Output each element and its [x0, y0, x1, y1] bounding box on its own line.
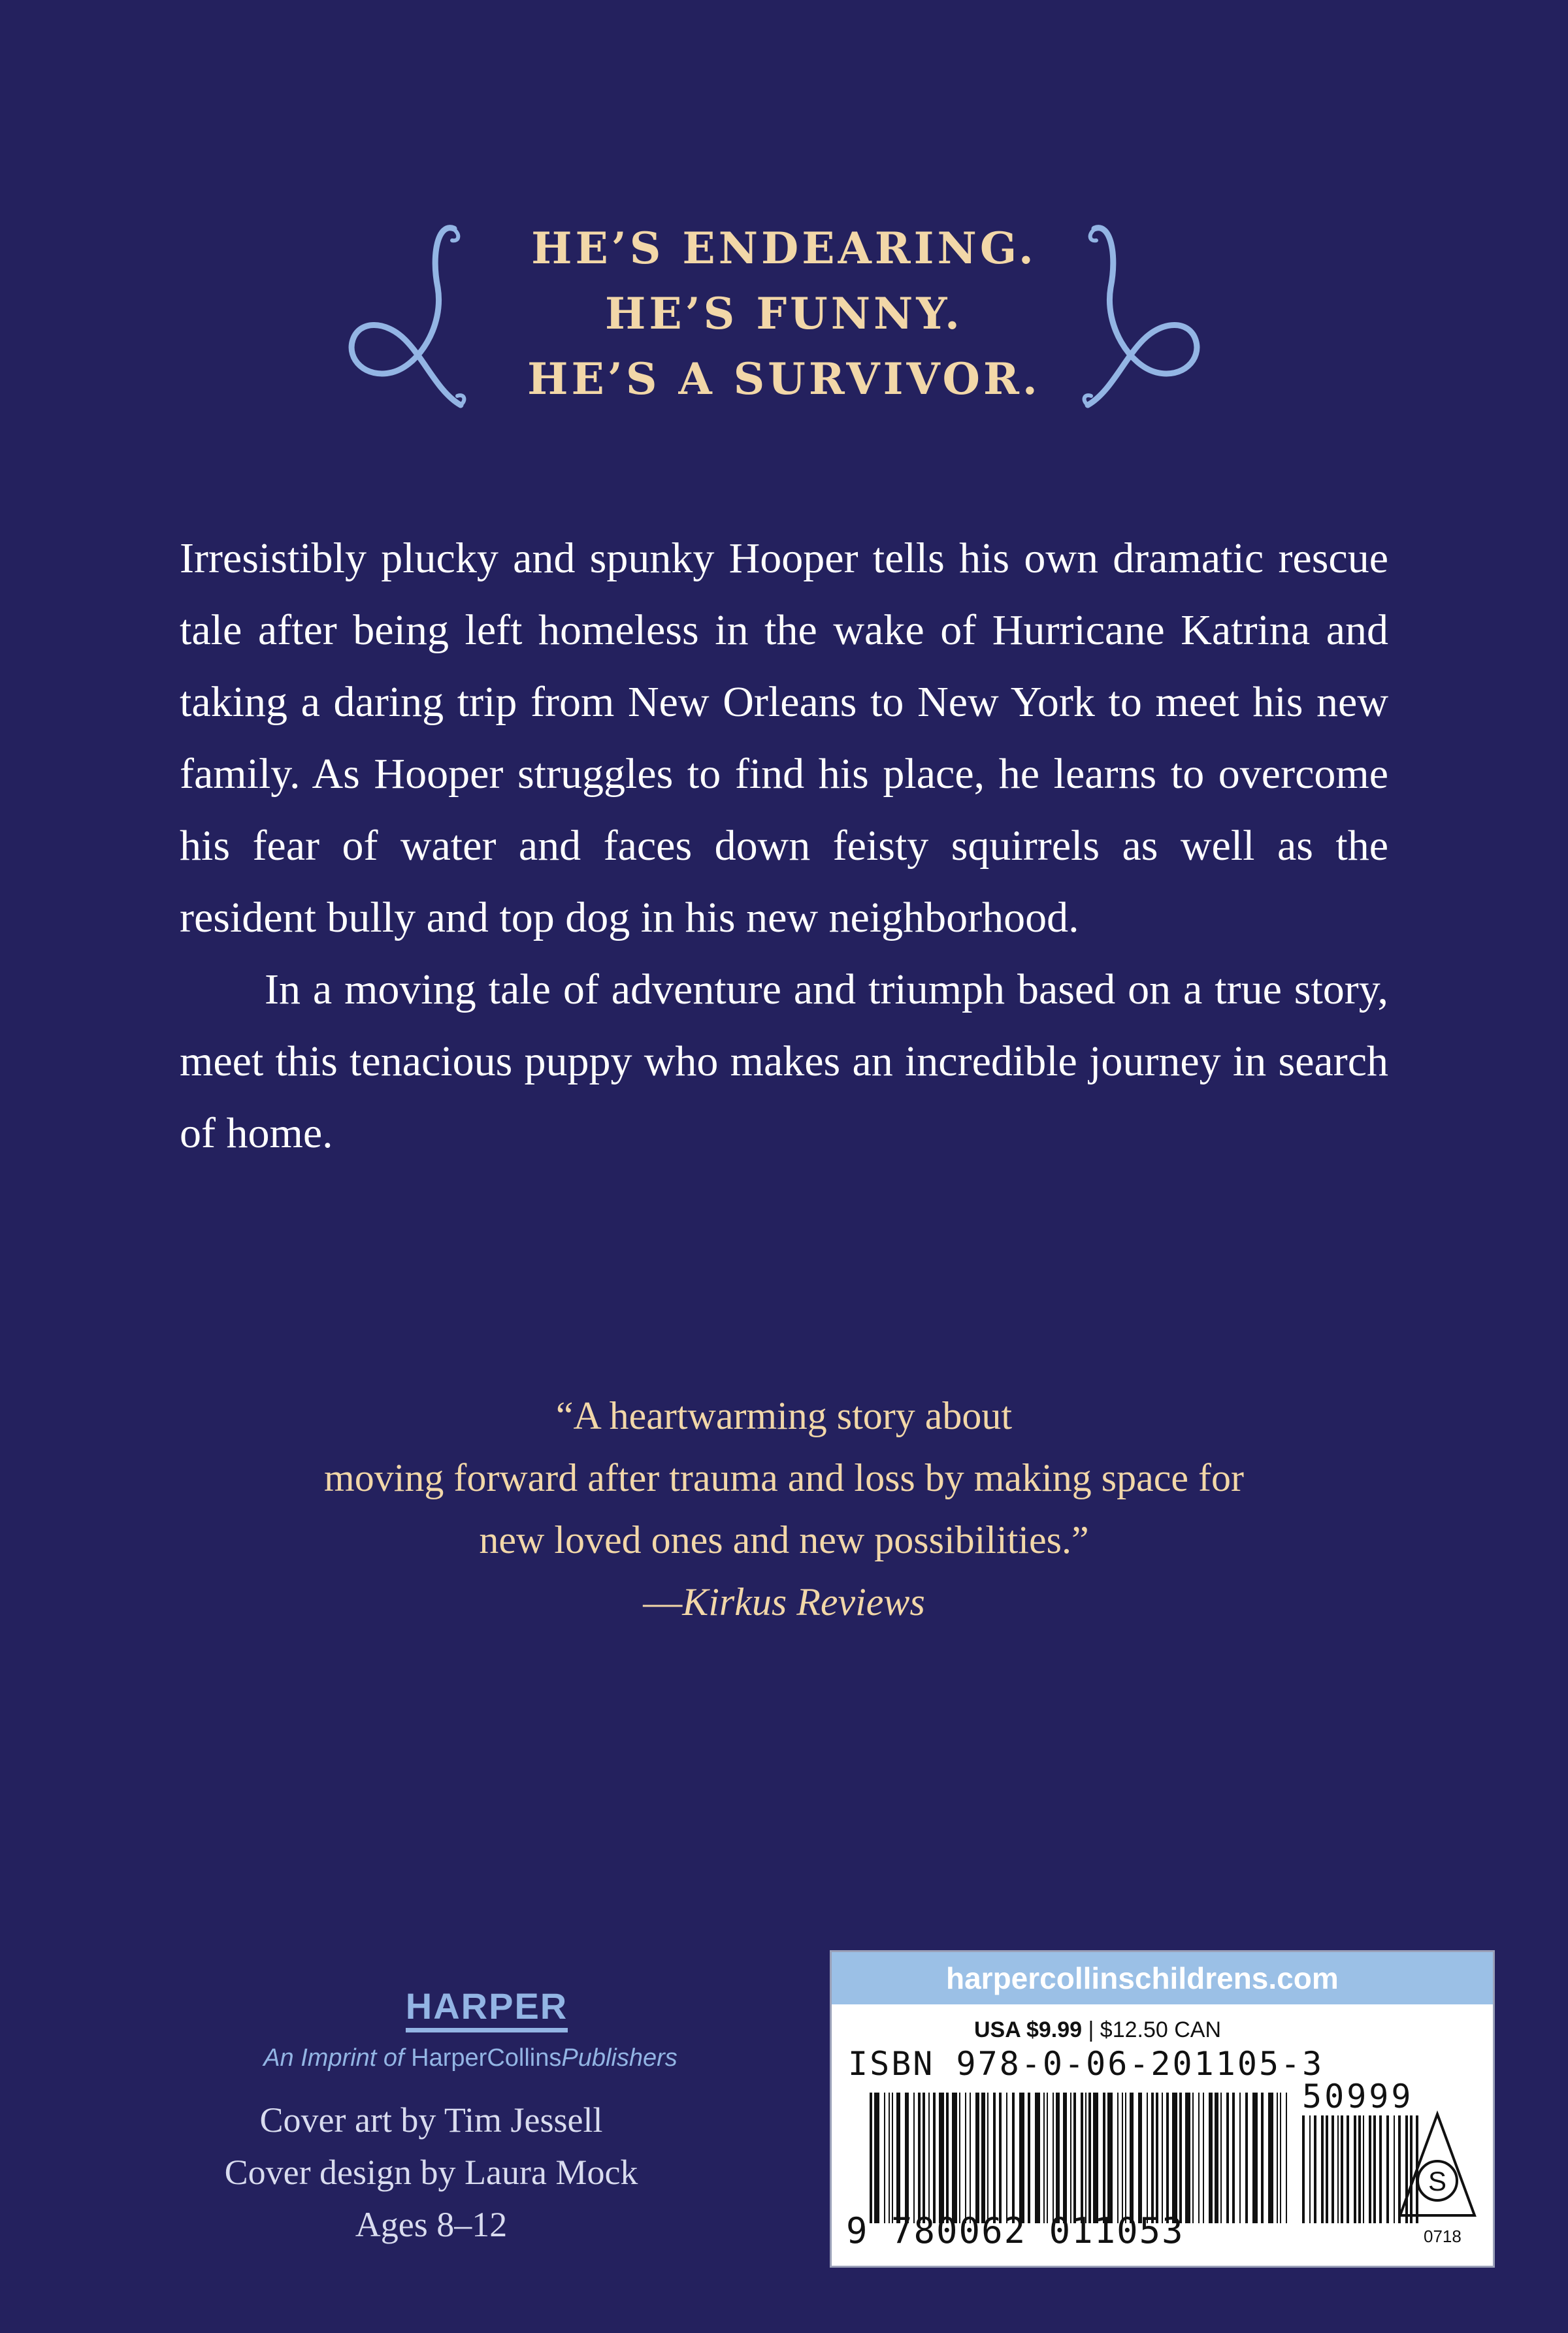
- barcode-bar: [1085, 2093, 1086, 2223]
- barcode-bar: [913, 2093, 915, 2223]
- website-url: harpercollinschildrens.com: [832, 1952, 1493, 2004]
- harper-logo: HARPER: [406, 1986, 568, 2032]
- barcode-bar: [905, 2093, 909, 2223]
- quote-line: “A heartwarming story about: [555, 1394, 1013, 1437]
- barcode-bar: [1147, 2093, 1148, 2223]
- barcode-bar: [1138, 2093, 1142, 2223]
- barcode-bar: [1019, 2093, 1024, 2223]
- barcode-bar: [1331, 2115, 1334, 2223]
- barcode-bar: [1081, 2093, 1083, 2223]
- barcode-bar: [1347, 2115, 1349, 2223]
- imprint-publisher-suffix: Publishers: [561, 2044, 678, 2072]
- barcode-bar: [889, 2093, 890, 2223]
- barcode-bar: [1363, 2115, 1364, 2223]
- barcode-bar: [1130, 2093, 1134, 2223]
- isbn-number: ISBN 978-0-06-201105-3: [848, 2045, 1324, 2083]
- tagline-line: HE’S ENDEARING.: [531, 223, 1037, 274]
- barcode-bar: [1277, 2093, 1278, 2223]
- tagline-line: HE’S FUNNY.: [605, 288, 963, 339]
- barcode-bar: [1125, 2093, 1126, 2223]
- barcode-bar: [918, 2093, 921, 2223]
- barcode-bar: [884, 2093, 885, 2223]
- triangle-letter: S: [1428, 2166, 1447, 2196]
- barcode-bar: [1358, 2115, 1361, 2223]
- barcode-bar: [1379, 2115, 1382, 2223]
- quote-line: moving forward after trauma and loss by making space for: [324, 1456, 1244, 1499]
- barcode-bar: [1166, 2093, 1169, 2223]
- barcode-bar: [1043, 2093, 1045, 2223]
- barcode-bar: [1012, 2093, 1015, 2223]
- barcode-bar: [1073, 2093, 1076, 2223]
- ean-digits: 9 780062 011053: [846, 2210, 1184, 2251]
- barcode-bar: [1179, 2093, 1182, 2223]
- tagline: [497, 216, 1071, 412]
- barcode-bar: [1286, 2093, 1287, 2223]
- barcode-bar: [1006, 2093, 1007, 2223]
- barcode-bar: [1252, 2093, 1258, 2223]
- cover-art-credit: Cover art by Tim Jessell: [259, 2100, 603, 2140]
- barcode-bar: [1369, 2115, 1371, 2223]
- barcode-bar: [1198, 2093, 1200, 2223]
- barcode-bar: [1220, 2093, 1222, 2223]
- flourish-left-icon: [340, 216, 470, 412]
- barcode-bar: [965, 2093, 966, 2223]
- barcode-bar: [1226, 2093, 1229, 2223]
- barcode-bar: [1209, 2093, 1213, 2223]
- barcode-bar: [874, 2093, 879, 2223]
- barcode-bar: [1156, 2093, 1158, 2223]
- barcode-bar: [981, 2093, 985, 2223]
- tagline-line: HE’S A SURVIVOR.: [527, 353, 1041, 404]
- price-separator: |: [1082, 2017, 1100, 2042]
- barcode-bar: [1386, 2115, 1389, 2223]
- imprint-prefix: An Imprint of: [263, 2044, 412, 2072]
- barcode-bar: [1314, 2115, 1316, 2223]
- imprint-line: [248, 2044, 693, 2072]
- barcode-bar: [1053, 2093, 1054, 2223]
- description-paragraph: Irresistibly plucky and spunky Hooper tells his own dramatic rescue tale after being left homeless in the wake of Hurricane Katrina and taking a daring trip from New Orleans to New York to meet his new family. As Hooper struggles to find his place, he learns to overcome his fear of water and faces down feisty squirrels as well as the resident bully and top dog in his new neighborhood.: [180, 534, 1388, 941]
- barcode-bar: [1321, 2115, 1324, 2223]
- barcode-bar: [1107, 2093, 1113, 2223]
- barcode-bar: [1354, 2115, 1356, 2223]
- barcode-bar: [1056, 2093, 1060, 2223]
- barcode-bar: [975, 2093, 979, 2223]
- barcode-bar: [1373, 2115, 1376, 2223]
- barcode-bar: [1070, 2093, 1071, 2223]
- barcode-bar: [1261, 2093, 1264, 2223]
- price-usa: USA $9.99: [974, 2017, 1083, 2042]
- barcode-bar: [1162, 2093, 1163, 2223]
- barcode-bar: [1103, 2093, 1105, 2223]
- triangle-s-icon: [1395, 2108, 1480, 2219]
- barcode-bar: [946, 2093, 949, 2223]
- imprint-publisher: HarperCollins: [411, 2044, 562, 2072]
- cover-design-credit: Cover design by Laura Mock: [224, 2153, 638, 2192]
- quote-attribution: [196, 1571, 1372, 1633]
- ean-barcode-icon: [870, 2093, 1288, 2223]
- barcode-bar: [999, 2093, 1002, 2223]
- price-addon-digits: 50999: [1302, 2078, 1414, 2115]
- barcode-bar: [1047, 2093, 1048, 2223]
- barcode-bar: [1028, 2093, 1030, 2223]
- attribution-dash: —: [643, 1580, 683, 1623]
- barcode-bar: [1268, 2093, 1273, 2223]
- book-description: [180, 523, 1388, 1169]
- barcode-bar: [1063, 2093, 1067, 2223]
- barcode-bar: [939, 2093, 944, 2223]
- barcode-bar: [1280, 2093, 1281, 2223]
- credits: [170, 2094, 693, 2251]
- barcode-bar: [923, 2093, 925, 2223]
- barcode-bar: [1185, 2093, 1190, 2223]
- barcode-bar: [1122, 2093, 1123, 2223]
- barcode-bar: [987, 2093, 988, 2223]
- barcode-bar: [959, 2093, 960, 2223]
- barcode-bar: [952, 2093, 957, 2223]
- barcode-bar: [1203, 2093, 1204, 2223]
- barcode-bar: [1232, 2093, 1235, 2223]
- barcode-bar: [892, 2093, 893, 2223]
- age-range: Ages 8–12: [355, 2205, 508, 2244]
- barcode-bar: [1302, 2115, 1305, 2223]
- barcode-bar: [1088, 2093, 1091, 2223]
- barcode-bar: [1117, 2093, 1119, 2223]
- barcode-bar: [1192, 2093, 1194, 2223]
- triangle-code: 0718: [1424, 2227, 1462, 2246]
- barcode-bar: [1309, 2115, 1311, 2223]
- barcode-bar: [1093, 2093, 1098, 2223]
- barcode-bar: [1326, 2115, 1328, 2223]
- barcode-panel: [830, 1950, 1495, 2268]
- barcode-bar: [1035, 2093, 1040, 2223]
- flourish-right-icon: [1078, 216, 1209, 412]
- price: [974, 2017, 1221, 2043]
- barcode-bar: [1245, 2093, 1248, 2223]
- barcode-bar: [1172, 2093, 1177, 2223]
- barcode-bar: [1341, 2115, 1343, 2223]
- barcode-bar: [928, 2093, 930, 2223]
- barcode-bar: [993, 2093, 996, 2223]
- barcode-bar: [1151, 2093, 1154, 2223]
- quote-line: new loved ones and new possibilities.”: [479, 1518, 1089, 1561]
- publisher-imprint: [196, 1986, 693, 2072]
- barcode-bar: [870, 2093, 872, 2223]
- barcode-bar: [1337, 2115, 1339, 2223]
- price-can: $12.50 CAN: [1100, 2017, 1222, 2042]
- barcode-bar: [970, 2093, 971, 2223]
- attribution-source: Kirkus Reviews: [682, 1580, 925, 1623]
- description-paragraph: In a moving tale of adventure and triumph based on a true story, meet this tenacious puppy who makes an incredible journey in search of home.: [180, 966, 1388, 1157]
- barcode-bar: [933, 2093, 936, 2223]
- barcode-bar: [896, 2093, 900, 2223]
- barcode-bar: [1239, 2093, 1241, 2223]
- review-quote: [196, 1385, 1372, 1633]
- barcode-bar: [1215, 2093, 1218, 2223]
